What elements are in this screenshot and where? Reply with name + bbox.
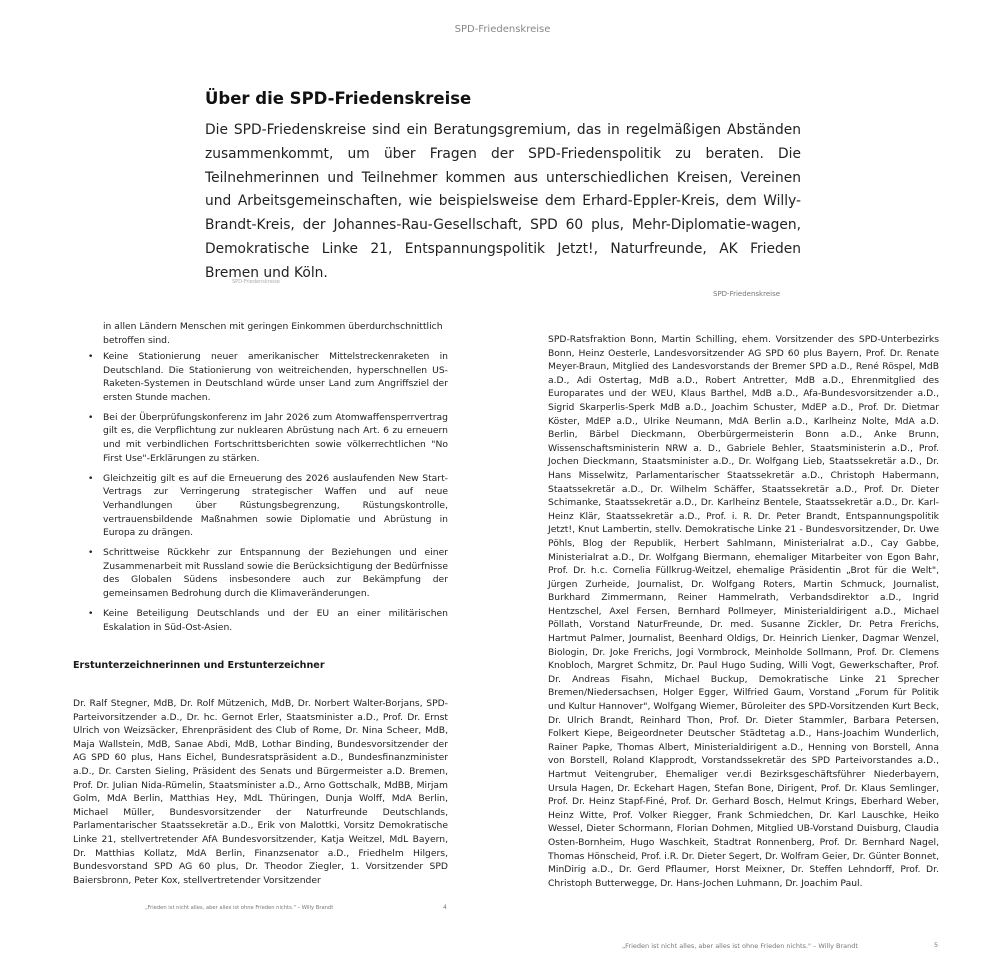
bullet-icon: • bbox=[88, 608, 94, 620]
bullet-icon: • bbox=[88, 351, 94, 362]
bullet-text: Gleichzeitig gilt es auf die Erneuerung des 2026 auslaufenden New Start-Vertrags zur Verringerung strategischer Waffen und auf neue Verhandlungen über Rüstungsbegrenzung, Rüstungskontrolle, vertrauensbildende Maßnahmen sowie Diplomatie und Abrüstung in Europa zu drängen. bbox=[103, 472, 448, 539]
bullet-text: Bei der Überprüfungskonferenz im Jahr 2026 zum Atomwaffensperrvertrag gilt es, die Verpflichtung zur nuklearen Abrüstung nach Art. 6 zu erneuern und mit verbindlichen Fortschrittsberichten sowie völkerrechtlichen "No First Use"-Erklärungen zu stärken. bbox=[103, 411, 448, 464]
bullet-text: Keine Beteiligung Deutschlands und der EU an einer militärischen Eskalation in Süd-Ost-Asien. bbox=[103, 608, 448, 633]
bullet-text: Keine Stationierung neuer amerikanischer Mittelstreckenraketen in Deutschland. Die Stationierung von weitreichenden, hyperschnellen US-Raketen-Systemen in Deutschland würde unser Land zum Angriffsziel der ersten Stunde machen. bbox=[103, 351, 448, 403]
list-item bbox=[88, 607, 448, 634]
signatories-text-page5: SPD-Ratsfraktion Bonn, Martin Schilling, ehem. Vorsitzender des SPD-Unterbezirks Bonn, Heinz Oesterle, Landesvorsitzender AG SPD 60 plus Bayern, Prof. Dr. Renate Meyer-Braun, Mitglied des Landesvorstands der Bremer SPD a.D., René Röspel, MdB a.D., Adi Ostertag, MdB a.D., Robert Antretter, MdB a.D., Ehrenmitglied des Europarates und der WEU, Klaus Barthel, MdB a.D., Afa-Bundesvorsitzender a.D., Sigrid Skarperlis-Sperk MdB a.D., Joachim Schuster, MdEP a.D., Prof. Dr. Dietmar Köster, MdEP a.D., Ulrike Neumann, MdA Berlin a.D., Karlheinz Nolte, MdA a.D. Berlin, Bärbel Dieckmann, Oberbürgermeisterin Bonn a.D., Anke Brunn, Wissenschaftsministerin NRW a. D., Gabriele Behler, Staatsministerin a.D., Prof. Jochen Dieckmann, Staatsminister a.D., Dr. Wolfgang Lieb, Staatssekretär a.D., Dr. Hans Misselwitz, Parlamentarischer Staatssekretär a.D., Christoph Habermann, Staatssekretär a.D., Dr. Wilhelm Schäffer, Staatssekretär a.D., Prof. Dr. Dieter Schimanke, Staatssekretär a.D., Dr. Karlheinz Bentele, Staatssekretär a.D., Dr. Karl-Heinz Klär, Staatssekretär a.D., Prof. i. R. Dr. Peter Brandt, Entspannungspolitik Jetzt!, Knut Lambertin, stellv. Demokratische Linke 21 - Bundesvorsitzender, Dr. Uwe Pöhls, Blog der Republik, Herbert Sahlmann, Ministerialrat a.D., Cay Gabbe, Ministerialrat a.D., Dr. Wolfgang Biermann, ehemaliger Mitarbeiter von Egon Bahr, Prof. Dr. h.c. Cornelia Füllkrug-Weitzel, ehemalige Präsidentin „Brot für die Welt", Jürgen Zurheide, Journalist, Dr. Wolfgang Roters, Martin Schmuck, Journalist, Burkhard Zimmermann, Reiner Hammelrath, Verbandsdirektor a.D., Ingrid Hentzschel, Axel Fersen, Bernhard Pollmeyer, Ministerialdirigent a.D., Michael Pöllath, Vorstand NaturFreunde, Dr. med. Susanne Zickler, Dr. Petra Frerichs, Hartmut Palmer, Journalist, Beenhard Oldigs, Dr. Heinrich Lienker, Dagmar Wenzel, Biologin, Dr. Joke Frerichs, Jogi Vormbrock, Meinholde Sollmann, Prof. Dr. Clemens Knobloch, Margret Schmitz, Dr. Paul Hugo Suding, Willi Vogt, Gewerkschafter, Prof. Dr. Andreas Fisahn, Michael Buckup, Demokratische Linke 21 Sprecher Bremen/Niedersachsen, Holger Egger, Wilfried Gaum, Vorstand „Forum für Politik und Kultur Hannover", Wolfgang Wiemer, Büroleiter des SPD-Vorsitzenden Kurt Beck, Dr. Ulrich Brandt, Reinhard Thon, Prof. Dr. Dieter Stammler, Barbara Petersen, Folkert Kiepe, Beigeordneter Deutscher Städtetag a.D., Hans-Joachim Wunderlich, Rainer Papke, Thomas Albert, Ministerialdirigent a.D., Henning von Borstell, Anna von Borstell, Roland Klapprodt, Vorstandssekretär des SPD Parteivorstandes a.D., Hartmut Veitengruber, Ehemaliger ver.di Bezirksgeschäftsführer Niederbayern, Ursula Hagen, Dr. Eckehart Hagen, Stefan Bone, Dirigent, Prof. Dr. Klaus Semlinger, Prof. Dr. Heinz Stapf-Finé, Prof. Dr. Gerhard Bosch, Helmut Krings, Eberhard Weber, Heinz Witte, Prof. Volker Riegger, Frank Schmiedchen, Dr. Karl Lauschke, Heiko Wessel, Dieter Schormann, Florian Dohmen, Mitglied UB-Vorstand Duisburg, Claudia Osten-Bornheim, Hugo Waschkeit, Stadtrat Ronnenberg, Prof. Dr. Bernhard Nagel, Thomas Hönscheid, Prof. i.R. Dr. Dieter Segert, Dr. Wolfram Geier, Dr. Günter Bonnet, MinDirig a.D., Dr. Gerd Pflaumer, Horst Meixner, Dr. Steffen Lehndorff, Prof. Dr. Christoph Butterwegge, Dr. Hans-Jochen Luhmann, Dr. Joachim Paul. bbox=[548, 334, 939, 889]
about-section-title: Über die SPD-Friedenskreise bbox=[205, 89, 472, 108]
page4-footer-quote: „Frieden ist nicht alles, aber alles ist ohne Frieden nichts." – Willy Brandt bbox=[145, 905, 334, 911]
list-item bbox=[88, 546, 448, 600]
top-page-header: SPD-Friedenskreise bbox=[454, 24, 551, 35]
list-item bbox=[88, 350, 448, 404]
signatories-text-page4: Dr. Ralf Stegner, MdB, Dr. Rolf Mützenich, MdB, Dr. Norbert Walter-Borjans, SPD-Parteivorsitzender a.D., Dr. hc. Gernot Erler, Staatsminister a.D., Prof. Dr. Ernst Ulrich von Weizsäcker, Ehrenpräsident des Club of Rome, Dr. Nina Scheer, MdB, Maja Wallstein, MdB, Sanae Abdi, MdB, Lothar Binding, Bundesvorsitzender der AG SPD 60 plus, Hans Eichel, Bundesratspräsident a.D., Bundesfinanzminister a.D., Dr. Carsten Sieling, Präsident des Senats und Bürgermeister a.D. Bremen, Prof. Dr. Julian Nida-Rümelin, Staatsminister a.D., Arno Gottschalk, MdBB, Mirjam Golm, MdA Berlin, Matthias Hey, MdL Thüringen, Dunja Wolff, MdA Berlin, Michael Müller, Bundesvorsitzender der Naturfreunde Deutschlands, Parlamentarischer Staatssekretär a.D., Erik von Malottki, Vorsitz Demokratische Linke 21, stellvertretender AfA Bundesvorsitzender, Katja Weitzel, MdL Bayern, Dr. Matthias Kollatz, MdA Berlin, Finanzsenator a.D., Friedhelm Hilgers, Bundesvorstand SPD AG 60 plus, Dr. Theodor Ziegler, 1. Vorsitzender SPD Baiersbronn, Peter Kox, stellvertretender Vorsitzender bbox=[73, 698, 448, 886]
page5-footer-quote: „Frieden ist nicht alles, aber alles ist ohne Frieden nichts." – Willy Brandt bbox=[622, 942, 858, 950]
demands-bullet-list bbox=[88, 350, 448, 641]
page4-number: 4 bbox=[443, 904, 447, 911]
bullet-icon: • bbox=[88, 547, 94, 559]
bullet-text: Schrittweise Rückkehr zur Entspannung der Beziehungen und einer Zusammenarbeit mit Russland sowie die Berücksichtigung der Bedürfnisse des Globalen Südens insbesondere auch zur Bekämpfung der gemeinsamen Bedrohung durch die Klimaveränderungen. bbox=[103, 547, 448, 599]
page4-header: SPD-Friedenskreise bbox=[232, 279, 280, 285]
list-item bbox=[88, 472, 448, 540]
about-section-text: Die SPD-Friedenskreise sind ein Beratungsgremium, das in regelmäßigen Abständen zusammenkommt, um über Fragen der SPD-Friedenspolitik zu beraten. Die Teilnehmerinnen und Teilnehmer kommen aus unterschiedlichen Kreisen, Vereinen und Arbeitsgemeinschaften, wie beispielsweise dem Erhard-Eppler-Kreis, dem Willy-Brandt-Kreis, der Johannes-Rau-Gesellschaft, SPD 60 plus, Mehr-Diplomatie-wagen, Demokratische Linke 21, Entspannungspolitik Jetzt!, Naturfreunde, AK Frieden Bremen und Köln. bbox=[205, 122, 801, 281]
list-item bbox=[88, 411, 448, 465]
signatories-heading: Erstunterzeichnerinnen und Erstunterzeichner bbox=[73, 660, 325, 671]
page4-intro-text: in allen Ländern Menschen mit geringen Einkommen überdurchschnittlich betroffen sind. bbox=[103, 321, 443, 346]
bullet-icon: • bbox=[88, 411, 94, 423]
page5-number: 5 bbox=[934, 941, 939, 949]
page5-header: SPD-Friedenskreise bbox=[713, 290, 781, 298]
bullet-icon: • bbox=[88, 472, 94, 484]
